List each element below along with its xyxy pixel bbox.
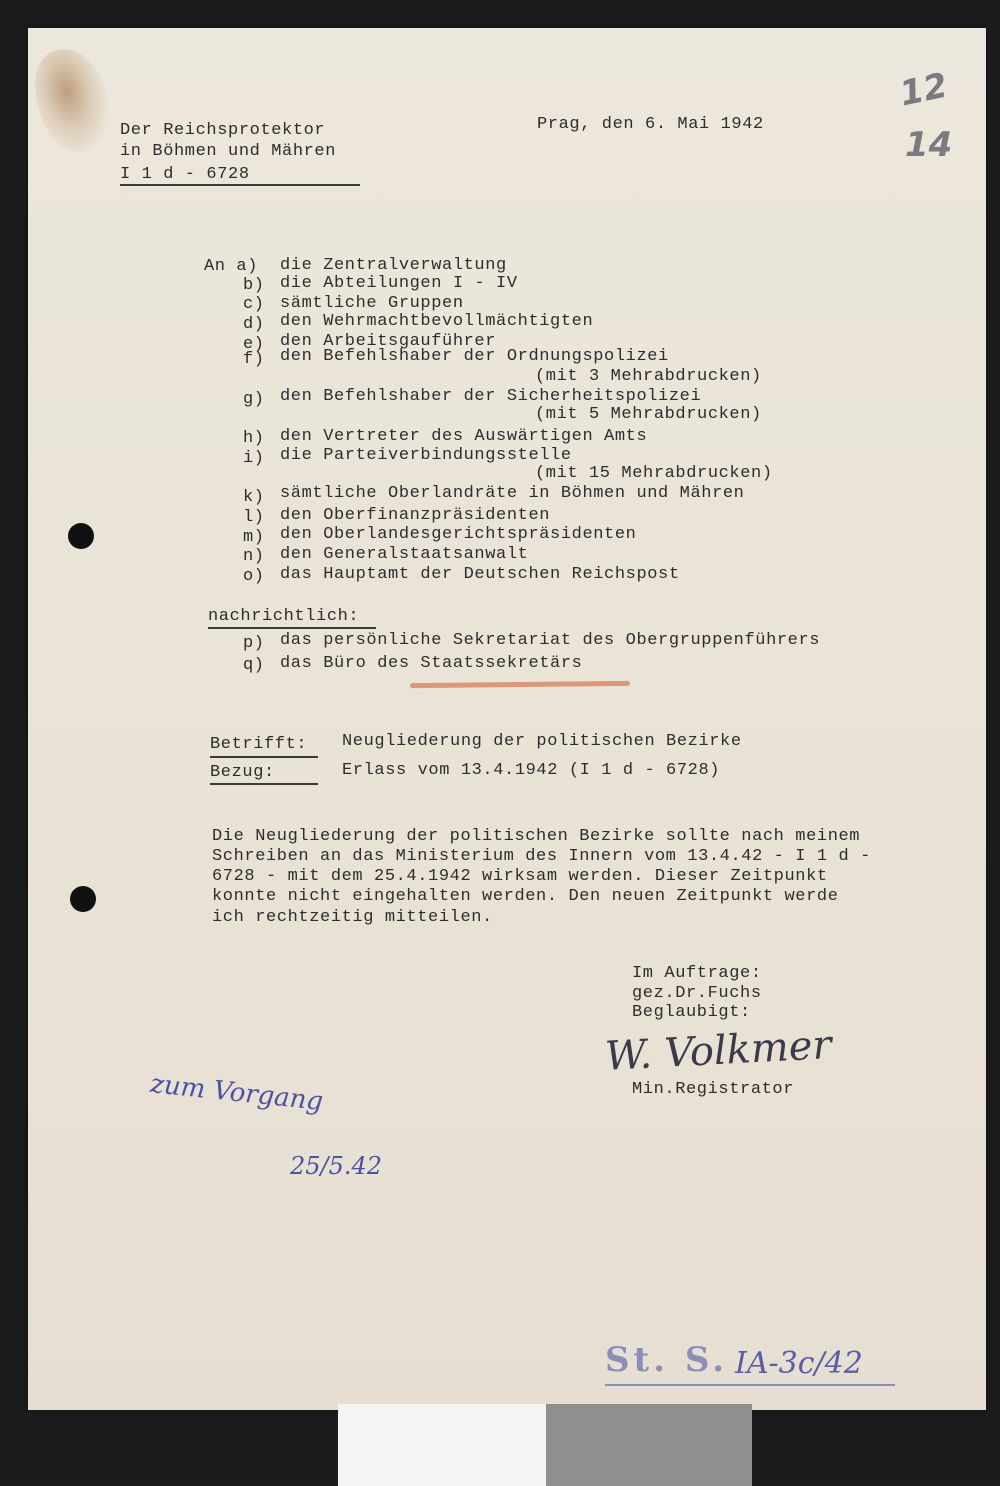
cc-item: das Büro des Staatssekretärs (280, 654, 583, 673)
recipient-text: den Befehlshaber der Ordnungspolizei (280, 347, 669, 366)
cc-label: nachrichtlich: (208, 607, 360, 626)
calibration-gray-patch (546, 1404, 752, 1486)
punch-hole (70, 886, 96, 912)
reference-label: Bezug: (210, 763, 275, 782)
recipient-prefix: l) (243, 508, 265, 527)
subject-label-underline (210, 756, 318, 758)
handwritten-signature: W. Volkmer (603, 1022, 833, 1080)
signature-signed-by: gez.Dr.Fuchs (632, 984, 762, 1003)
stamp-underline (605, 1384, 895, 1386)
signature-certified: Beglaubigt: (632, 1003, 751, 1022)
body-line: 6728 - mit dem 25.4.1942 wirksam werden. Dieser Zeitpunkt (212, 867, 828, 886)
recipient-text: den Wehrmachtbevollmächtigten (280, 312, 594, 331)
subject-label: Betrifft: (210, 735, 308, 754)
recipient-text: sämtliche Oberlandräte in Böhmen und Mähren (280, 484, 745, 503)
cc-prefix: p) (243, 634, 265, 653)
recipient-prefix: m) (243, 528, 265, 547)
recipient-prefix: c) (243, 295, 265, 314)
recipient-text: das Hauptamt der Deutschen Reichspost (280, 565, 680, 584)
stamp-file-number: IA-3c/42 (735, 1346, 863, 1381)
recipient-text: die Abteilungen I - IV (280, 274, 518, 293)
signature-title: Min.Registrator (632, 1080, 795, 1099)
recipient-text: den Oberfinanzpräsidenten (280, 506, 551, 525)
subject-text: Neugliederung der politischen Bezirke (342, 732, 742, 751)
recipient-text: den Generalstaatsanwalt (280, 545, 529, 564)
office-stamp: St. S. (605, 1340, 729, 1380)
recipient-text: den Befehlshaber der Sicherheitspolizei (280, 387, 702, 406)
recipient-text: sämtliche Gruppen (280, 294, 464, 313)
sender-line-2: in Böhmen und Mähren (120, 142, 337, 161)
recipient-text: den Vertreter des Auswärtigen Amts (280, 427, 648, 446)
reference-text: Erlass vom 13.4.1942 (I 1 d - 6728) (342, 761, 721, 780)
recipient-copies: (mit 3 Mehrabdrucken) (535, 367, 762, 386)
reference-label-underline (210, 783, 318, 785)
recipient-prefix: f) (243, 350, 265, 369)
recipient-prefix: An a) (204, 257, 259, 276)
body-line: ich rechtzeitig mitteilen. (212, 908, 493, 927)
body-line: Die Neugliederung der politischen Bezirke sollte nach meinem (212, 827, 861, 846)
pencil-page-mark-bottom: 14 (905, 125, 953, 165)
recipient-text: die Zentralverwaltung (280, 256, 507, 275)
punch-hole (68, 523, 94, 549)
recipient-text: den Arbeitsgauführer (280, 332, 497, 351)
recipient-prefix: e) (243, 335, 265, 354)
recipient-prefix: n) (243, 547, 265, 566)
recipient-prefix: h) (243, 429, 265, 448)
recipient-text: die Parteiverbindungsstelle (280, 446, 572, 465)
recipient-prefix: k) (243, 488, 265, 507)
place-date: Prag, den 6. Mai 1942 (537, 115, 764, 134)
recipient-prefix: d) (243, 315, 265, 334)
pencil-page-mark-top: 12 (896, 65, 951, 115)
sender-line-1: Der Reichsprotektor (120, 121, 326, 140)
recipient-prefix: o) (243, 567, 265, 586)
recipient-prefix: b) (243, 276, 265, 295)
calibration-white-patch (338, 1404, 546, 1486)
reference-number: I 1 d - 6728 (120, 165, 250, 184)
recipient-prefix: g) (243, 390, 265, 409)
document-page (28, 28, 986, 1410)
reference-underline (120, 184, 360, 186)
cc-item: das persönliche Sekretariat des Obergruppenführers (280, 631, 821, 650)
recipient-copies: (mit 5 Mehrabdrucken) (535, 405, 762, 424)
recipient-text: den Oberlandesgerichtspräsidenten (280, 525, 637, 544)
recipient-copies: (mit 15 Mehrabdrucken) (535, 464, 773, 483)
handwritten-note-text: zum Vorgang (148, 1069, 325, 1117)
body-line: konnte nicht eingehalten werden. Den neuen Zeitpunkt werde (212, 887, 839, 906)
body-line: Schreiben an das Ministerium des Innern vom 13.4.42 - I 1 d - (212, 847, 871, 866)
cc-prefix: q) (243, 656, 265, 675)
handwritten-note-date: 25/5.42 (290, 1152, 383, 1180)
signature-on-behalf: Im Auftrage: (632, 964, 762, 983)
recipient-prefix: i) (243, 449, 265, 468)
cc-label-underline (208, 627, 376, 629)
